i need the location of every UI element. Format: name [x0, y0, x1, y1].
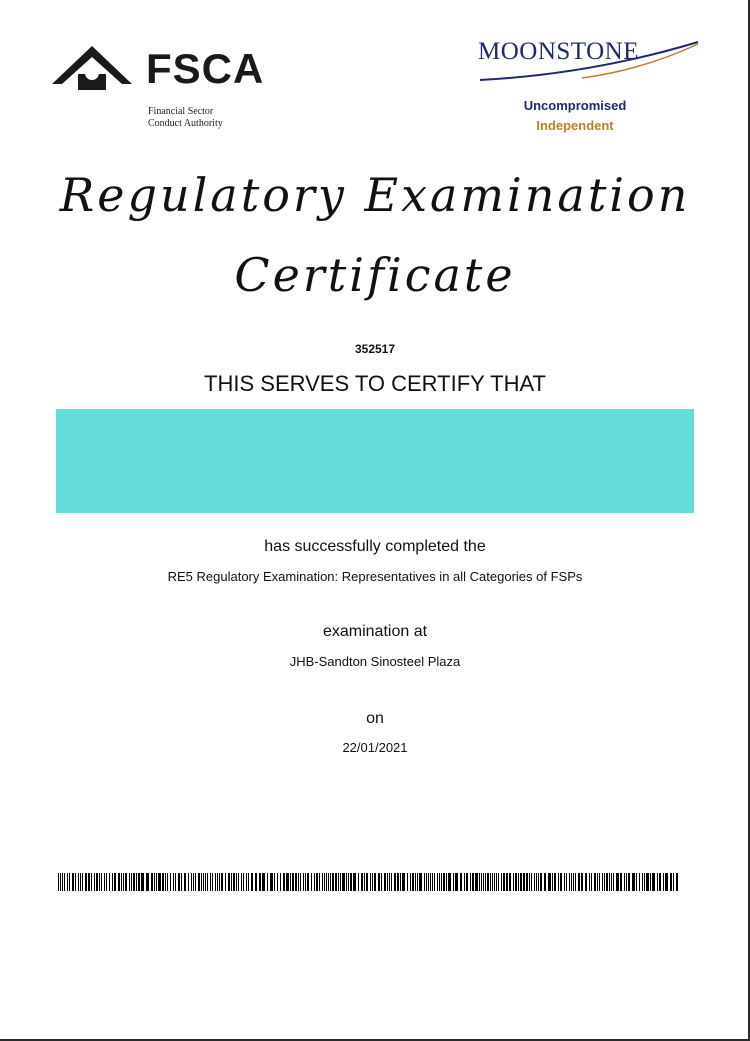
moonstone-wordmark: MOONSTONE	[478, 38, 639, 65]
certificate-title-line1: Regulatory Examination	[59, 168, 691, 222]
fsca-subtitle-line1: Financial Sector	[148, 106, 214, 117]
fsca-subtitle	[148, 106, 223, 130]
completed-statement: has successfully completed the	[264, 538, 486, 555]
exam-venue: JHB-Sandton Sinosteel Plaza	[289, 654, 461, 669]
fsca-house-icon	[52, 44, 132, 90]
exam-at-label: examination at	[322, 623, 428, 640]
certificate-title-line2: Certificate	[234, 248, 516, 302]
certify-statement: THIS SERVES TO CERTIFY THAT	[204, 371, 546, 396]
certificate-number: 352517	[354, 342, 396, 356]
exam-name: RE5 Regulatory Examination: Representatives in all Categories of FSPs	[167, 569, 583, 584]
barcode	[58, 873, 680, 891]
moonstone-tagline-independent: Independent	[536, 118, 614, 133]
fsca-subtitle-line2: Conduct Authority	[148, 118, 223, 129]
fsca-logo	[52, 44, 292, 134]
redacted-name-block	[56, 409, 694, 513]
exam-date: 22/01/2021	[342, 740, 408, 755]
moonstone-tagline-uncompromised: Uncompromised	[523, 98, 627, 113]
on-label: on	[366, 710, 384, 727]
moonstone-logo	[472, 30, 712, 140]
fsca-wordmark: FSCA	[146, 45, 265, 92]
